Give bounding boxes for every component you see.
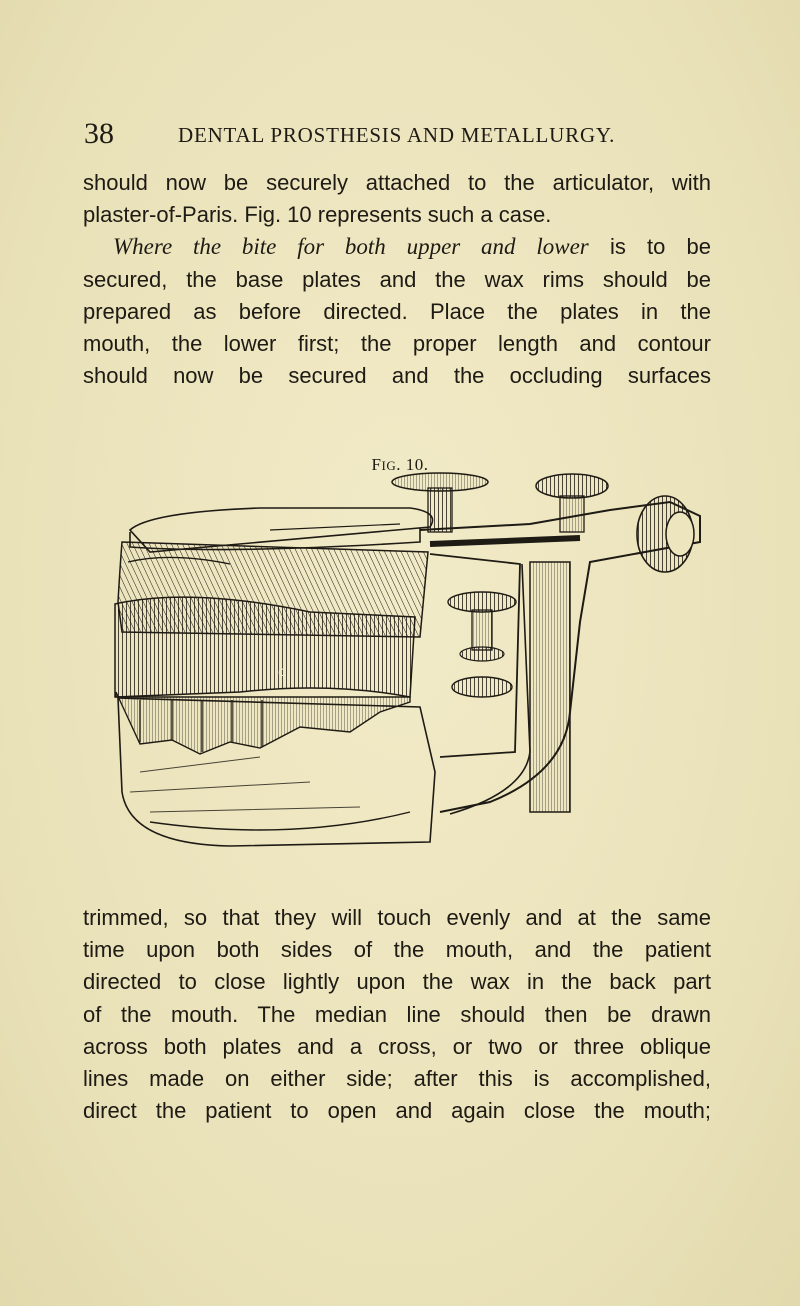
text-line: secured, the base plates and the wax rims should be [83, 266, 711, 292]
teeth-row [116, 692, 410, 754]
top-screw-right [536, 474, 608, 532]
text-line [83, 231, 711, 263]
caption-letter: F [371, 455, 382, 474]
text-line: trimmed, so that they will touch evenly and at the same [83, 905, 711, 930]
side-knob [637, 496, 694, 572]
text-line: across both plates and a cross, or two or three oblique [83, 1033, 711, 1059]
label-c: c [278, 663, 285, 679]
page-number: 38 [84, 117, 114, 150]
text-line: should now be securely attached to the articulator, with [83, 170, 711, 195]
text-line: time upon both sides of the mouth, and the patient [83, 937, 711, 963]
running-head: DENTAL PROSTHESIS AND METALLURGY. [178, 123, 616, 147]
center-screw [448, 592, 516, 697]
page-header [0, 116, 800, 152]
top-screw-left [392, 473, 488, 532]
text-line: lines made on either side; after this is accomplished, [83, 1066, 711, 1092]
caption-number: . 10. [396, 455, 429, 474]
articulator-illustration [110, 472, 710, 857]
text-line: directed to close lightly upon the wax in the back part [83, 969, 711, 995]
paragraph-top [83, 167, 711, 392]
text-line: mouth, the lower first; the proper length and contour [83, 331, 711, 357]
text-line: should now be secured and the occluding surfaces [83, 363, 711, 389]
paragraph-bottom [83, 902, 711, 1127]
text-line: prepared as before directed. Place the plates in the [83, 298, 711, 324]
text-line: of the mouth. The median line should then be drawn [83, 1001, 711, 1027]
text-fragment: is to be [588, 234, 712, 260]
text-line: direct the patient to open and again close the mouth; [83, 1098, 711, 1124]
text-line: plaster-of-Paris. Fig. 10 represents such a case. [83, 202, 552, 228]
italic-phrase: Where the bite for both upper and lower [113, 234, 589, 260]
caption-smallcaps: IG [381, 458, 397, 473]
